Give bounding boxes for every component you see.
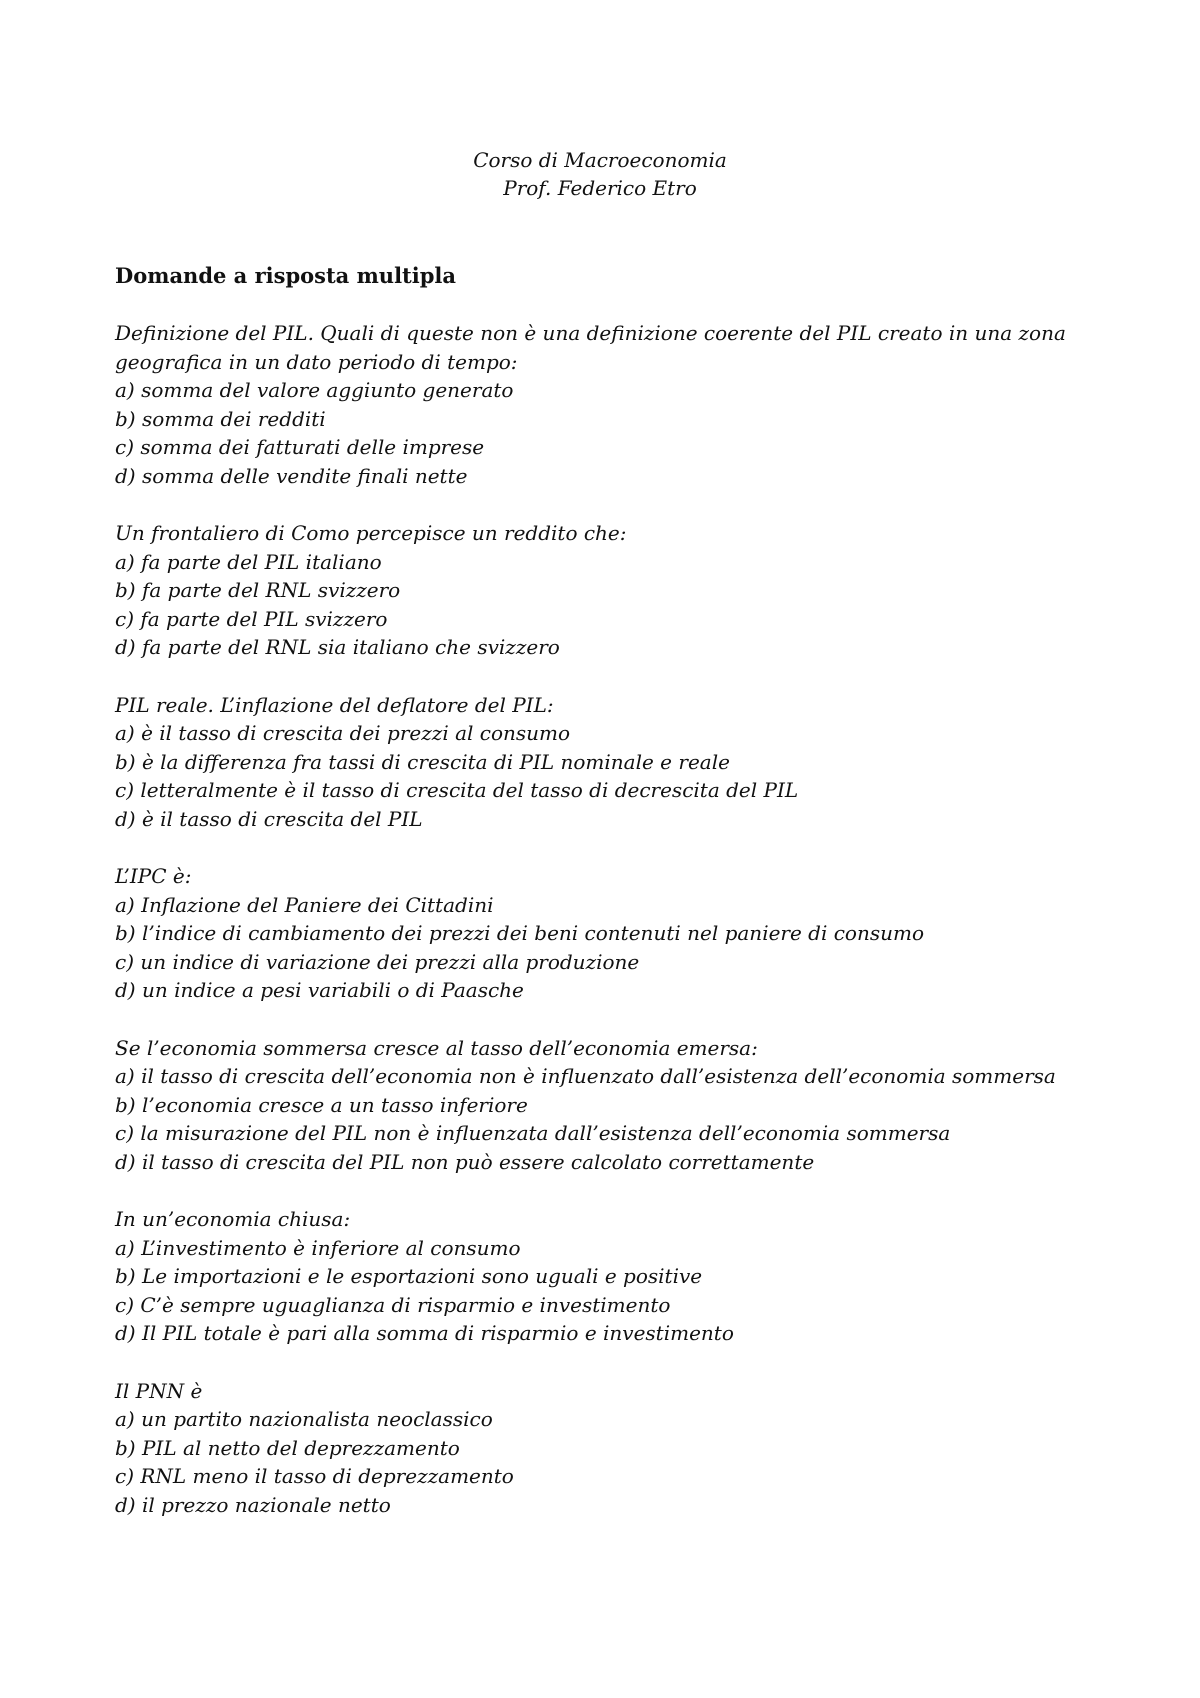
option-a: a) somma del valore aggiunto generato: [115, 378, 514, 402]
professor-name: Prof. Federico Etro: [503, 176, 697, 200]
course-title: Corso di Macroeconomia: [473, 148, 727, 172]
option-a: a) è il tasso di crescita dei prezzi al consumo: [115, 721, 571, 745]
question-list: [115, 319, 1095, 1548]
option-c: c) RNL meno il tasso di deprezzamento: [115, 1464, 514, 1488]
option-c: c) somma dei fatturati delle imprese: [115, 435, 485, 459]
option-a: a) un partito nazionalista neoclassico: [115, 1407, 493, 1431]
question-text: L’IPC è:: [115, 864, 192, 888]
document-header: [0, 146, 1200, 202]
option-d: d) somma delle vendite finali nette: [115, 463, 468, 488]
question-text: Se l’economia sommersa cresce al tasso dell’economia emersa:: [115, 1035, 758, 1060]
option-b: b) fa parte del RNL svizzero: [115, 578, 401, 602]
option-d: d) è il tasso di crescita del PIL: [115, 806, 423, 831]
section-title: Domande a risposta multipla: [115, 263, 456, 288]
question-2: [115, 519, 1095, 662]
question-text: Il PNN è: [115, 1378, 203, 1403]
option-b: b) somma dei redditi: [115, 406, 326, 431]
question-1: [115, 319, 1095, 490]
option-c: c) fa parte del PIL svizzero: [115, 606, 388, 631]
question-7: [115, 1377, 1095, 1520]
option-b: b) è la differenza fra tassi di crescita di PIL nominale e reale: [115, 749, 730, 774]
option-b: b) l’economia cresce a un tasso inferiore: [115, 1092, 528, 1117]
option-d: d) il prezzo nazionale netto: [115, 1492, 391, 1517]
question-text: Un frontaliero di Como percepisce un reddito che:: [115, 521, 627, 545]
question-text: Definizione del PIL. Quali di queste non è una definizione coerente del PIL creato in una zona geografica in un dato periodo di tempo:: [115, 321, 1066, 374]
option-d: d) un indice a pesi variabili o di Paasche: [115, 978, 524, 1002]
option-b: b) l’indice di cambiamento dei prezzi dei beni contenuti nel paniere di consumo: [115, 921, 925, 945]
option-c: c) C’è sempre uguaglianza di risparmio e investimento: [115, 1292, 671, 1317]
option-b: b) PIL al netto del deprezzamento: [115, 1435, 460, 1460]
question-4: [115, 862, 1095, 1005]
question-6: [115, 1205, 1095, 1348]
option-d: d) il tasso di crescita del PIL non può essere calcolato correttamente: [115, 1149, 815, 1174]
question-text: In un’economia chiusa:: [115, 1207, 351, 1231]
option-a: a) il tasso di crescita dell’economia non è influenzato dall’esistenza dell’economia sommersa: [115, 1064, 1056, 1088]
option-d: d) Il PIL totale è pari alla somma di risparmio e investimento: [115, 1321, 734, 1345]
question-3: [115, 691, 1095, 834]
option-b: b) Le importazioni e le esportazioni sono uguali e positive: [115, 1264, 703, 1288]
option-d: d) fa parte del RNL sia italiano che svizzero: [115, 635, 560, 659]
option-a: a) Inflazione del Paniere dei Cittadini: [115, 892, 494, 917]
option-c: c) un indice di variazione dei prezzi alla produzione: [115, 949, 640, 974]
option-a: a) L’investimento è inferiore al consumo: [115, 1235, 521, 1260]
option-a: a) fa parte del PIL italiano: [115, 549, 382, 574]
option-c: c) la misurazione del PIL non è influenzata dall’esistenza dell’economia sommersa: [115, 1121, 951, 1145]
question-text: PIL reale. L’inflazione del deflatore del PIL:: [115, 692, 554, 717]
option-c: c) letteralmente è il tasso di crescita del tasso di decrescita del PIL: [115, 778, 799, 802]
question-5: [115, 1034, 1095, 1177]
